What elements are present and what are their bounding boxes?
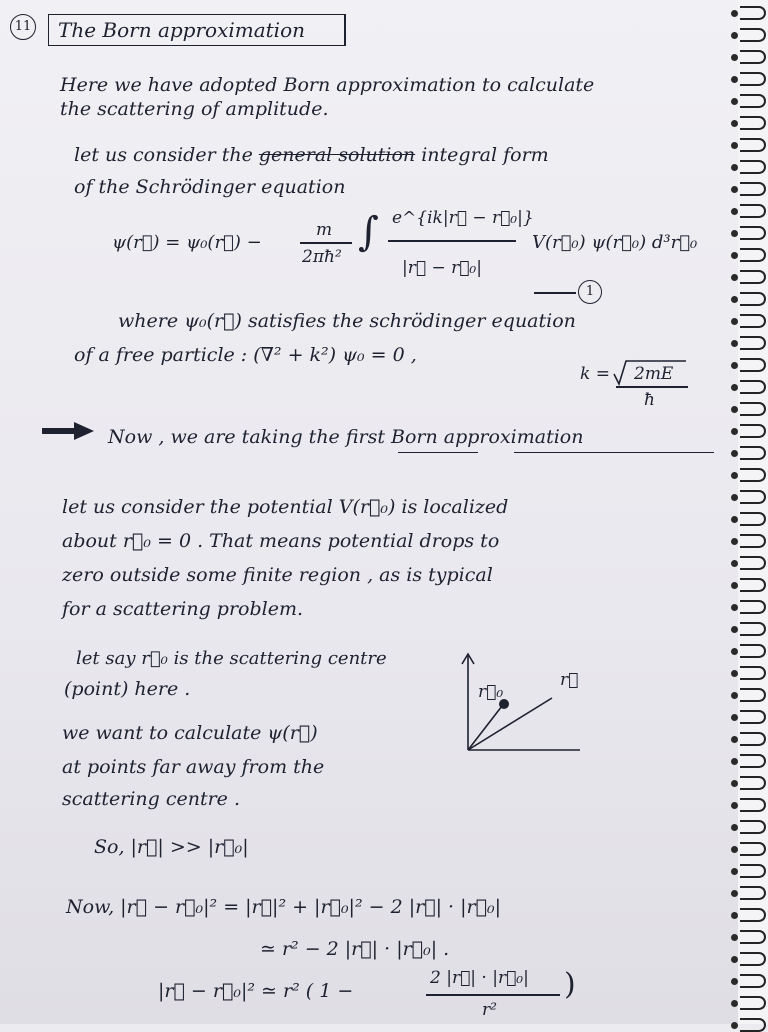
punch-hole bbox=[731, 142, 738, 149]
integral-sign: ∫ bbox=[358, 209, 379, 255]
spiral-ring bbox=[740, 908, 766, 922]
spiral-ring bbox=[740, 468, 766, 482]
spiral-ring bbox=[740, 402, 766, 416]
punch-hole bbox=[731, 406, 738, 413]
spiral-ring bbox=[740, 886, 766, 900]
spiral-ring bbox=[740, 380, 766, 394]
want-line-3: scattering centre . bbox=[62, 788, 240, 810]
consider-line-1 bbox=[74, 146, 549, 165]
spiral-ring bbox=[740, 754, 766, 768]
spiral-ring bbox=[740, 666, 766, 680]
punch-hole bbox=[731, 98, 738, 105]
approx-line: ≃ r² − 2 |r⃗| · |r⃗₀| . bbox=[260, 938, 450, 960]
spiral-ring bbox=[740, 490, 766, 504]
potential-line-1: let us consider the potential V(r⃗₀) is localized bbox=[62, 496, 509, 518]
spiral-ring bbox=[740, 644, 766, 658]
punch-hole bbox=[731, 450, 738, 457]
eq1-rhs: V(r⃗₀) ψ(r⃗₀) d³r⃗₀ bbox=[532, 232, 698, 253]
scattering-diagram bbox=[448, 650, 588, 760]
arrow-note: Now , we are taking the first Born approximation bbox=[108, 426, 584, 448]
spiral-ring bbox=[740, 28, 766, 42]
final-num: 2 |r⃗| · |r⃗₀| bbox=[430, 968, 529, 988]
punch-hole bbox=[731, 736, 738, 743]
spiral-ring bbox=[740, 974, 766, 988]
punch-hole bbox=[731, 186, 738, 193]
punch-hole bbox=[731, 626, 738, 633]
punch-hole bbox=[731, 296, 738, 303]
spiral-ring bbox=[740, 776, 766, 790]
spiral-ring bbox=[740, 248, 766, 262]
spiral-ring bbox=[740, 116, 766, 130]
spiral-ring bbox=[740, 512, 766, 526]
intro-line-2: the scattering of amplitude. bbox=[60, 98, 329, 120]
final-bar bbox=[426, 994, 560, 996]
so-line: So, |r⃗| >> |r⃗₀| bbox=[94, 836, 249, 858]
punch-hole bbox=[731, 32, 738, 39]
eq1-coef-num: m bbox=[316, 220, 333, 240]
spiral-ring bbox=[740, 314, 766, 328]
punch-hole bbox=[731, 1000, 738, 1007]
spiral-ring bbox=[740, 732, 766, 746]
spiral-ring bbox=[740, 292, 766, 306]
spiral-binding bbox=[738, 0, 768, 1024]
spiral-ring bbox=[740, 270, 766, 284]
where-line: where ψ₀(r⃗) satisfies the schrödinger equation bbox=[118, 310, 576, 332]
punch-hole bbox=[731, 76, 738, 83]
spiral-ring bbox=[740, 226, 766, 240]
spiral-ring bbox=[740, 204, 766, 218]
spiral-ring bbox=[740, 336, 766, 350]
spiral-ring bbox=[740, 94, 766, 108]
born-underline bbox=[514, 452, 714, 453]
spiral-ring bbox=[740, 446, 766, 460]
spiral-ring bbox=[740, 50, 766, 64]
spiral-ring bbox=[740, 600, 766, 614]
struck-text: general solution bbox=[258, 144, 416, 166]
punch-hole bbox=[731, 582, 738, 589]
eq1-label-line bbox=[534, 292, 576, 294]
punch-hole bbox=[731, 604, 738, 611]
spiral-ring bbox=[740, 996, 766, 1010]
punch-hole bbox=[731, 956, 738, 963]
punch-hole bbox=[731, 516, 738, 523]
page-title: The Born approximation bbox=[58, 18, 306, 42]
eq1-coef-den: 2πħ² bbox=[302, 247, 342, 267]
spiral-ring bbox=[740, 6, 766, 20]
punch-hole bbox=[731, 10, 738, 17]
eq1-coef-bar bbox=[300, 242, 352, 244]
spiral-ring bbox=[740, 930, 766, 944]
punch-hole bbox=[731, 494, 738, 501]
punch-hole bbox=[731, 54, 738, 61]
punch-hole bbox=[731, 868, 738, 875]
spiral-ring bbox=[740, 798, 766, 812]
centre-line-2: (point) here . bbox=[64, 678, 191, 700]
potential-line-2: about r⃗₀ = 0 . That means potential drops to bbox=[62, 530, 500, 552]
punch-hole bbox=[731, 230, 738, 237]
diagram-label-r: r⃗ bbox=[560, 670, 579, 690]
spiral-ring bbox=[740, 820, 766, 834]
final-den: r² bbox=[482, 1000, 497, 1020]
eq1-lhs: ψ(r⃗) = ψ₀(r⃗) − bbox=[112, 232, 262, 253]
want-line-2: at points far away from the bbox=[62, 756, 325, 778]
punch-hole bbox=[731, 252, 738, 259]
punch-hole bbox=[731, 846, 738, 853]
final-lhs: |r⃗ − r⃗₀|² ≃ r² ( 1 − bbox=[158, 980, 354, 1002]
right-arrow-icon bbox=[40, 420, 100, 442]
potential-line-3: zero outside some finite region , as is typical bbox=[62, 564, 493, 586]
punch-hole bbox=[731, 208, 738, 215]
consider-line-2: of the Schrödinger equation bbox=[74, 176, 346, 198]
consider-text-b: integral form bbox=[421, 144, 549, 166]
free-particle-line: of a free particle : (∇² + k²) ψ₀ = 0 , bbox=[74, 344, 417, 366]
spiral-ring bbox=[740, 710, 766, 724]
spiral-ring bbox=[740, 688, 766, 702]
punch-hole bbox=[731, 692, 738, 699]
punch-hole bbox=[731, 340, 738, 347]
spiral-ring bbox=[740, 358, 766, 372]
punch-hole bbox=[731, 912, 738, 919]
final-close: ) bbox=[564, 967, 576, 1002]
punch-hole bbox=[731, 428, 738, 435]
punch-hole bbox=[731, 758, 738, 765]
spiral-ring bbox=[740, 72, 766, 86]
punch-hole bbox=[731, 978, 738, 985]
punch-hole bbox=[731, 802, 738, 809]
spiral-ring bbox=[740, 1018, 766, 1032]
spiral-ring bbox=[740, 952, 766, 966]
intro-line-1: Here we have adopted Born approximation to calculate bbox=[60, 74, 595, 96]
now-line: Now, |r⃗ − r⃗₀|² = |r⃗|² + |r⃗₀|² − 2 |r⃗| · |r⃗₀| bbox=[66, 896, 502, 918]
consider-text-a: let us consider the bbox=[74, 144, 253, 166]
punch-hole bbox=[731, 648, 738, 655]
k-def-num: 2mE bbox=[634, 364, 674, 384]
spiral-ring bbox=[740, 622, 766, 636]
eq1-kernel-bar bbox=[388, 240, 516, 242]
spiral-ring bbox=[740, 424, 766, 438]
potential-line-4: for a scattering problem. bbox=[62, 598, 304, 620]
punch-hole bbox=[731, 714, 738, 721]
punch-hole bbox=[731, 274, 738, 281]
centre-line-1: let say r⃗₀ is the scattering centre bbox=[76, 648, 387, 669]
punch-hole bbox=[731, 384, 738, 391]
section-number-badge: 11 bbox=[10, 14, 36, 40]
spiral-ring bbox=[740, 842, 766, 856]
punch-hole bbox=[731, 780, 738, 787]
punch-hole bbox=[731, 318, 738, 325]
spiral-ring bbox=[740, 556, 766, 570]
spiral-ring bbox=[740, 182, 766, 196]
punch-hole bbox=[731, 670, 738, 677]
punch-hole bbox=[731, 560, 738, 567]
spiral-ring bbox=[740, 160, 766, 174]
spiral-ring bbox=[740, 138, 766, 152]
spiral-ring bbox=[740, 578, 766, 592]
punch-hole bbox=[731, 362, 738, 369]
punch-hole bbox=[731, 934, 738, 941]
want-line-1: we want to calculate ψ(r⃗) bbox=[62, 722, 318, 744]
k-def-bar bbox=[616, 386, 688, 388]
first-underline bbox=[398, 452, 478, 453]
spiral-ring bbox=[740, 864, 766, 878]
k-def-lhs: k = bbox=[580, 364, 610, 384]
eq1-kernel-den: |r⃗ − r⃗₀| bbox=[402, 258, 482, 278]
punch-hole bbox=[731, 890, 738, 897]
eq1-label: 1 bbox=[578, 280, 602, 304]
punch-hole bbox=[731, 1022, 738, 1029]
punch-hole bbox=[731, 538, 738, 545]
punch-hole bbox=[731, 472, 738, 479]
spiral-ring bbox=[740, 534, 766, 548]
eq1-kernel-num: e^{ik|r⃗ − r⃗₀|} bbox=[392, 208, 534, 228]
punch-hole bbox=[731, 164, 738, 171]
k-def-den: ħ bbox=[644, 390, 655, 410]
diagram-label-r0: r⃗₀ bbox=[478, 682, 504, 702]
punch-hole bbox=[731, 120, 738, 127]
punch-hole bbox=[731, 824, 738, 831]
